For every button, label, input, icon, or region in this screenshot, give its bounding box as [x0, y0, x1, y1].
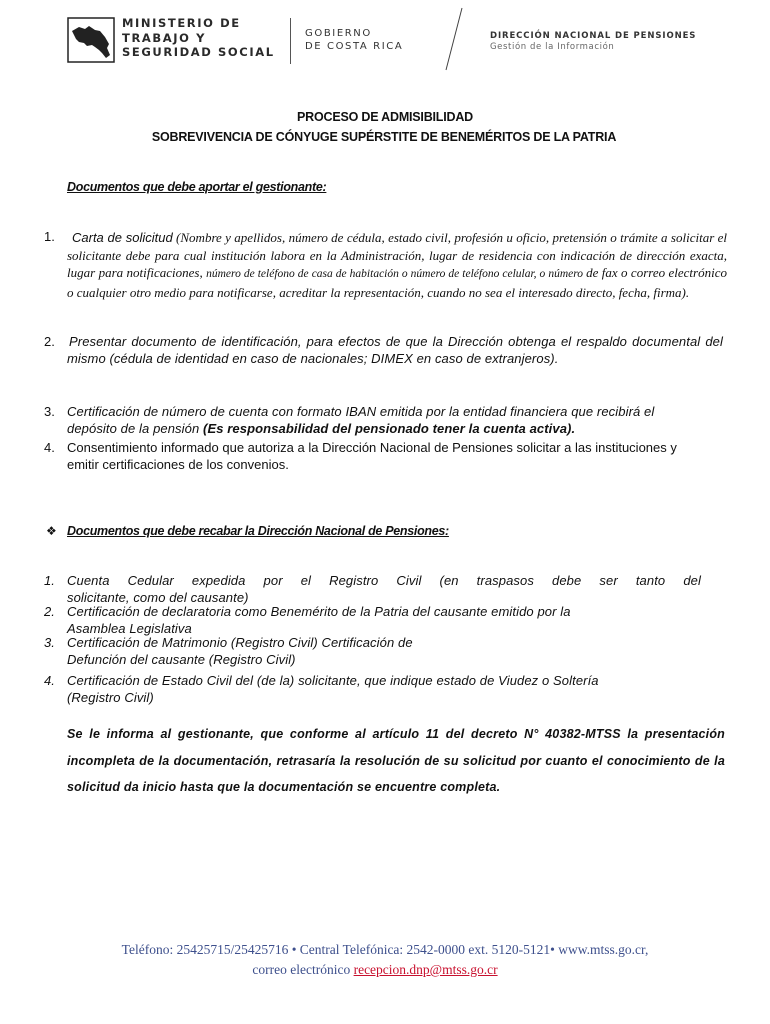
- item-text-end: de fax o correo electrónico o cualquier otro medio para notificarse, acreditar la representación, cuando no sea el interesado directo, fecha, firma).: [67, 265, 727, 300]
- email-link[interactable]: recepcion.dnp@mtss.go.cr: [353, 962, 498, 977]
- list-item: Consentimiento informado que autoriza a la Dirección Nacional de Pensiones solicitar a las instituciones y emitir certificaciones de los convenios.: [67, 440, 677, 472]
- gov-line-2: DE COSTA RICA: [305, 41, 404, 52]
- dnp-title: DIRECCIÓN NACIONAL DE PENSIONES: [490, 31, 697, 41]
- item-line-1: Cuenta Cedular expedida por el Registro Civil (en traspasos debe ser tanto del: [67, 573, 701, 588]
- diamond-bullet-icon: ❖: [46, 524, 57, 538]
- item-line-2: Defunción del causante (Registro Civil): [67, 651, 296, 667]
- costa-rica-map-logo-icon: [67, 17, 115, 63]
- item-number: 1.: [44, 229, 55, 244]
- dnp-subtitle: Gestión de la Información: [490, 42, 615, 52]
- list-item: [67, 229, 727, 301]
- item-number: 3.: [44, 635, 55, 650]
- list-item: [67, 635, 701, 668]
- item-line-1: Certificación de Estado Civil del (de la) solicitante, que indique estado de Viudez o Soltería: [67, 673, 599, 688]
- item-number: 4.: [44, 673, 55, 688]
- item-lead: Carta de solicitud: [72, 230, 173, 245]
- document-subtitle: SOBREVIVENCIA DE CÓNYUGE SUPÉRSTITE DE BENEMÉRITOS DE LA PATRIA: [151, 130, 617, 144]
- item-number: 2.: [44, 334, 55, 349]
- page-header: [0, 0, 770, 80]
- footer-email-line: [0, 962, 760, 978]
- list-item: Presentar documento de identificación, para efectos de que la Dirección obtenga el respaldo documental del mismo (cédula de identidad en caso de nacionales; DIMEX en caso de extranjeros).: [67, 334, 723, 366]
- ministry-line-3: SEGURIDAD SOCIAL: [122, 45, 275, 59]
- item-number: 3.: [44, 404, 55, 419]
- item-bold-text: (Es responsabilidad del pensionado tener la cuenta activa).: [203, 420, 576, 436]
- header-divider: [290, 18, 291, 64]
- list-item: [67, 404, 707, 437]
- item-line-1: Certificación de declaratoria como Benemérito de la Patria del causante emitido por la: [67, 604, 571, 619]
- item-line-2: Asamblea Legislativa: [67, 620, 192, 636]
- footer-email-prefix: correo electrónico: [252, 962, 354, 977]
- item-line-1: Certificación de Matrimonio (Registro Civil) Certificación de: [67, 635, 413, 650]
- item-text: Certificación de número de cuenta con formato IBAN emitida por la entidad financiera que recibirá el depósito de la pensión: [67, 404, 655, 436]
- item-text: (Nombre y apellidos, número de cédula, estado civil, profesión u oficio, pretensión o trámite a solicitar el solicitante debe para cual institución labora en la Administración, lugar de residencia con indicación de dirección exacta, lugar para notificaciones,: [67, 230, 727, 280]
- item-number: 1.: [44, 573, 55, 588]
- ministry-line-1: MINISTERIO DE: [122, 16, 241, 30]
- section2-heading: Documentos que debe recabar la Dirección Nacional de Pensiones:: [67, 524, 449, 538]
- government-name: [305, 27, 403, 53]
- document-title: PROCESO DE ADMISIBILIDAD: [297, 110, 473, 124]
- notice-paragraph: Se le informa al gestionante, que conforme al artículo 11 del decreto N° 40382-MTSS la presentación incompleta de la documentación, retrasaría la resolución de su solicitud por cuanto el conocimiento de la solicitud da inicio hasta que la documentación se encuentre completa.: [67, 727, 725, 794]
- list-item: [67, 673, 707, 706]
- item-number: 2.: [44, 604, 55, 619]
- item-line-2: solicitante, como del causante): [67, 589, 249, 605]
- footer-contact: Teléfono: 25425715/25425716 • Central Telefónica: 2542-0000 ext. 5120-5121• www.mtss.go.cr,: [121, 942, 649, 957]
- ministry-name: [122, 16, 275, 60]
- list-item: [67, 573, 701, 606]
- item-line-2: (Registro Civil): [67, 689, 154, 705]
- ministry-line-2: TRABAJO Y: [122, 30, 207, 45]
- item-text-small: número de teléfono de casa de habitación o número de teléfono celular, o número: [206, 268, 587, 280]
- list-item: [67, 604, 701, 637]
- header-slash-divider: [440, 6, 470, 72]
- item-number: 4.: [44, 440, 55, 455]
- gov-line-1: GOBIERNO: [305, 28, 372, 39]
- section1-heading: Documentos que debe aportar el gestionante:: [67, 180, 327, 194]
